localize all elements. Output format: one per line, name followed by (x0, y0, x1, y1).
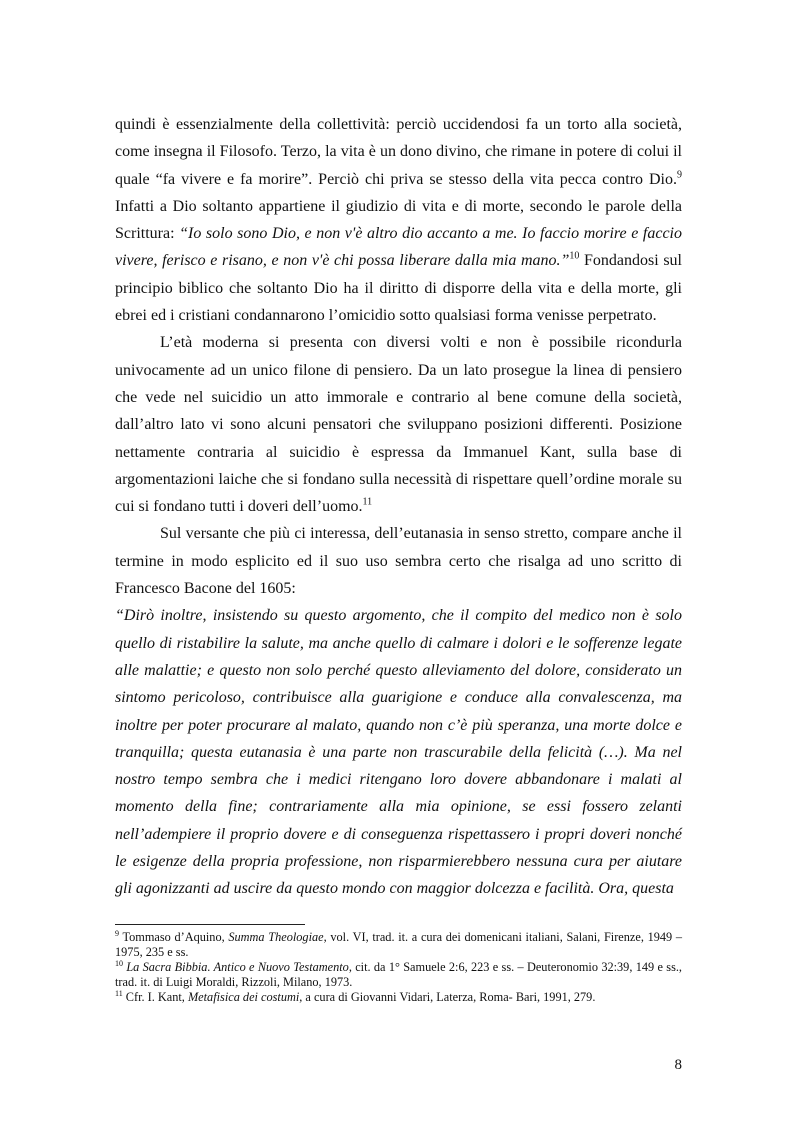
page-number: 8 (674, 1057, 682, 1073)
footnote-title: Metafisica dei costumi (187, 990, 300, 1004)
footnote-11 (115, 990, 682, 1005)
footnote-number: 9 (115, 928, 119, 938)
footnote-text: , cit. da 1° Samuele 2:6, 223 e ss. – Deuteronomio 32:39, 149 e ss., trad. it. di Luigi Moraldi, Rizzoli, Milano, 1973. (115, 960, 682, 989)
footnote-title: La Sacra Bibbia. Antico e Nuovo Testamento (126, 960, 349, 974)
footnote-ref-10[interactable]: 10 (569, 251, 580, 263)
paragraph-text: Infatti a Dio soltanto appartiene il giudizio di vita e di morte, secondo le parole della Scrittura: (115, 197, 682, 243)
footnote-number: 10 (115, 958, 123, 968)
footnote-text: , a cura di Giovanni Vidari, Laterza, Roma- Bari, 1991, 279. (299, 990, 596, 1004)
footnote-text: Cfr. I. Kant, (122, 990, 188, 1004)
footnote-ref-11[interactable]: 11 (362, 496, 373, 508)
footnotes (115, 930, 682, 1005)
footnote-separator (115, 924, 305, 925)
body-text (115, 111, 682, 903)
footnote-number: 11 (115, 988, 123, 998)
paragraph-text: L’età moderna si presenta con diversi volti e non è possibile ricondurla univocamente ad un unico filone di pensiero. Da un lato prosegue la linea di pensiero che vede nel suicidio un atto immorale e contrario al bene comune della società, dall’altro lato vi sono alcuni pensatori che sviluppano posizioni differenti. Posizione nettamente contraria al suicidio è espressa da Immanuel Kant, sulla base di argomentazioni laiche che si fondano sulla necessità di rispettare quell’ordine morale su cui si fondano tutti i doveri dell’uomo. (115, 334, 682, 516)
paragraph-3 (115, 520, 682, 602)
footnote-title: Summa Theologiae, (228, 930, 327, 944)
footnote-9 (115, 930, 682, 960)
paragraph-1 (115, 111, 682, 329)
paragraph-text: quindi è essenzialmente della collettività: perciò uccidendosi fa un torto alla società, come insegna il Filosofo. Terzo, la vita è un dono divino, che rimane in potere di colui il quale “fa vivere e fa morire”. Perciò chi priva se stesso della vita pecca contro Dio. (115, 116, 682, 188)
footnote-text: Tommaso d’Aquino, (119, 930, 229, 944)
footnote-ref-9[interactable]: 9 (677, 169, 682, 181)
paragraph-text: Sul versante che più ci interessa, dell’eutanasia in senso stretto, compare anche il termine in modo esplicito ed il suo uso sembra certo che risalga ad uno scritto di Francesco Bacone del 1605: (115, 525, 682, 598)
bacon-quote: “Dirò inoltre, insistendo su questo argomento, che il compito del medico non è solo quello di ristabilire la salute, ma anche quello di calmare i dolori e le sofferenze legate alle malattie; e questo non solo perché questo alleviamento del dolore, considerato un sintomo pericoloso, contribuisce alla guarigione e conduce alla convalescenza, ma inoltre per poter procurare al malato, quando non c’è più speranza, una morte dolce e tranquilla; questa eutanasia è una parte non trascurabile della felicità (…). Ma nel nostro tempo sembra che i medici ritengano loro dovere abbandonare i malati al momento della fine; contrariamente alla mia opinione, se essi fossero zelanti nell’adempiere il proprio dovere e di conseguenza rispettassero i propri doveri nonché le esigenze della propria professione, non risparmierebbero nessuna cura per aiutare gli agonizzanti ad uscire da questo mondo con maggior dolcezza e facilità. Ora, questa (115, 607, 682, 898)
footnote-text: vol. VI, trad. it. a cura dei domenicani italiani, Salani, Firenze, 1949 – 1975, 235 e ss. (115, 930, 682, 959)
scripture-quote: “Io solo sono Dio, e non v'è altro dio accanto a me. Io faccio morire e faccio vivere, ferisco e risano, e non v'è chi possa liberare dalla mia mano.” (115, 225, 683, 270)
paragraph-text: Fondandosi sul principio biblico che soltanto Dio ha il diritto di disporre della vita e della morte, gli ebrei ed i cristiani condannarono l’omicidio sotto qualsiasi forma venisse perpetrato. (115, 252, 682, 325)
paragraph-2 (115, 329, 682, 520)
footnote-10 (115, 960, 682, 990)
